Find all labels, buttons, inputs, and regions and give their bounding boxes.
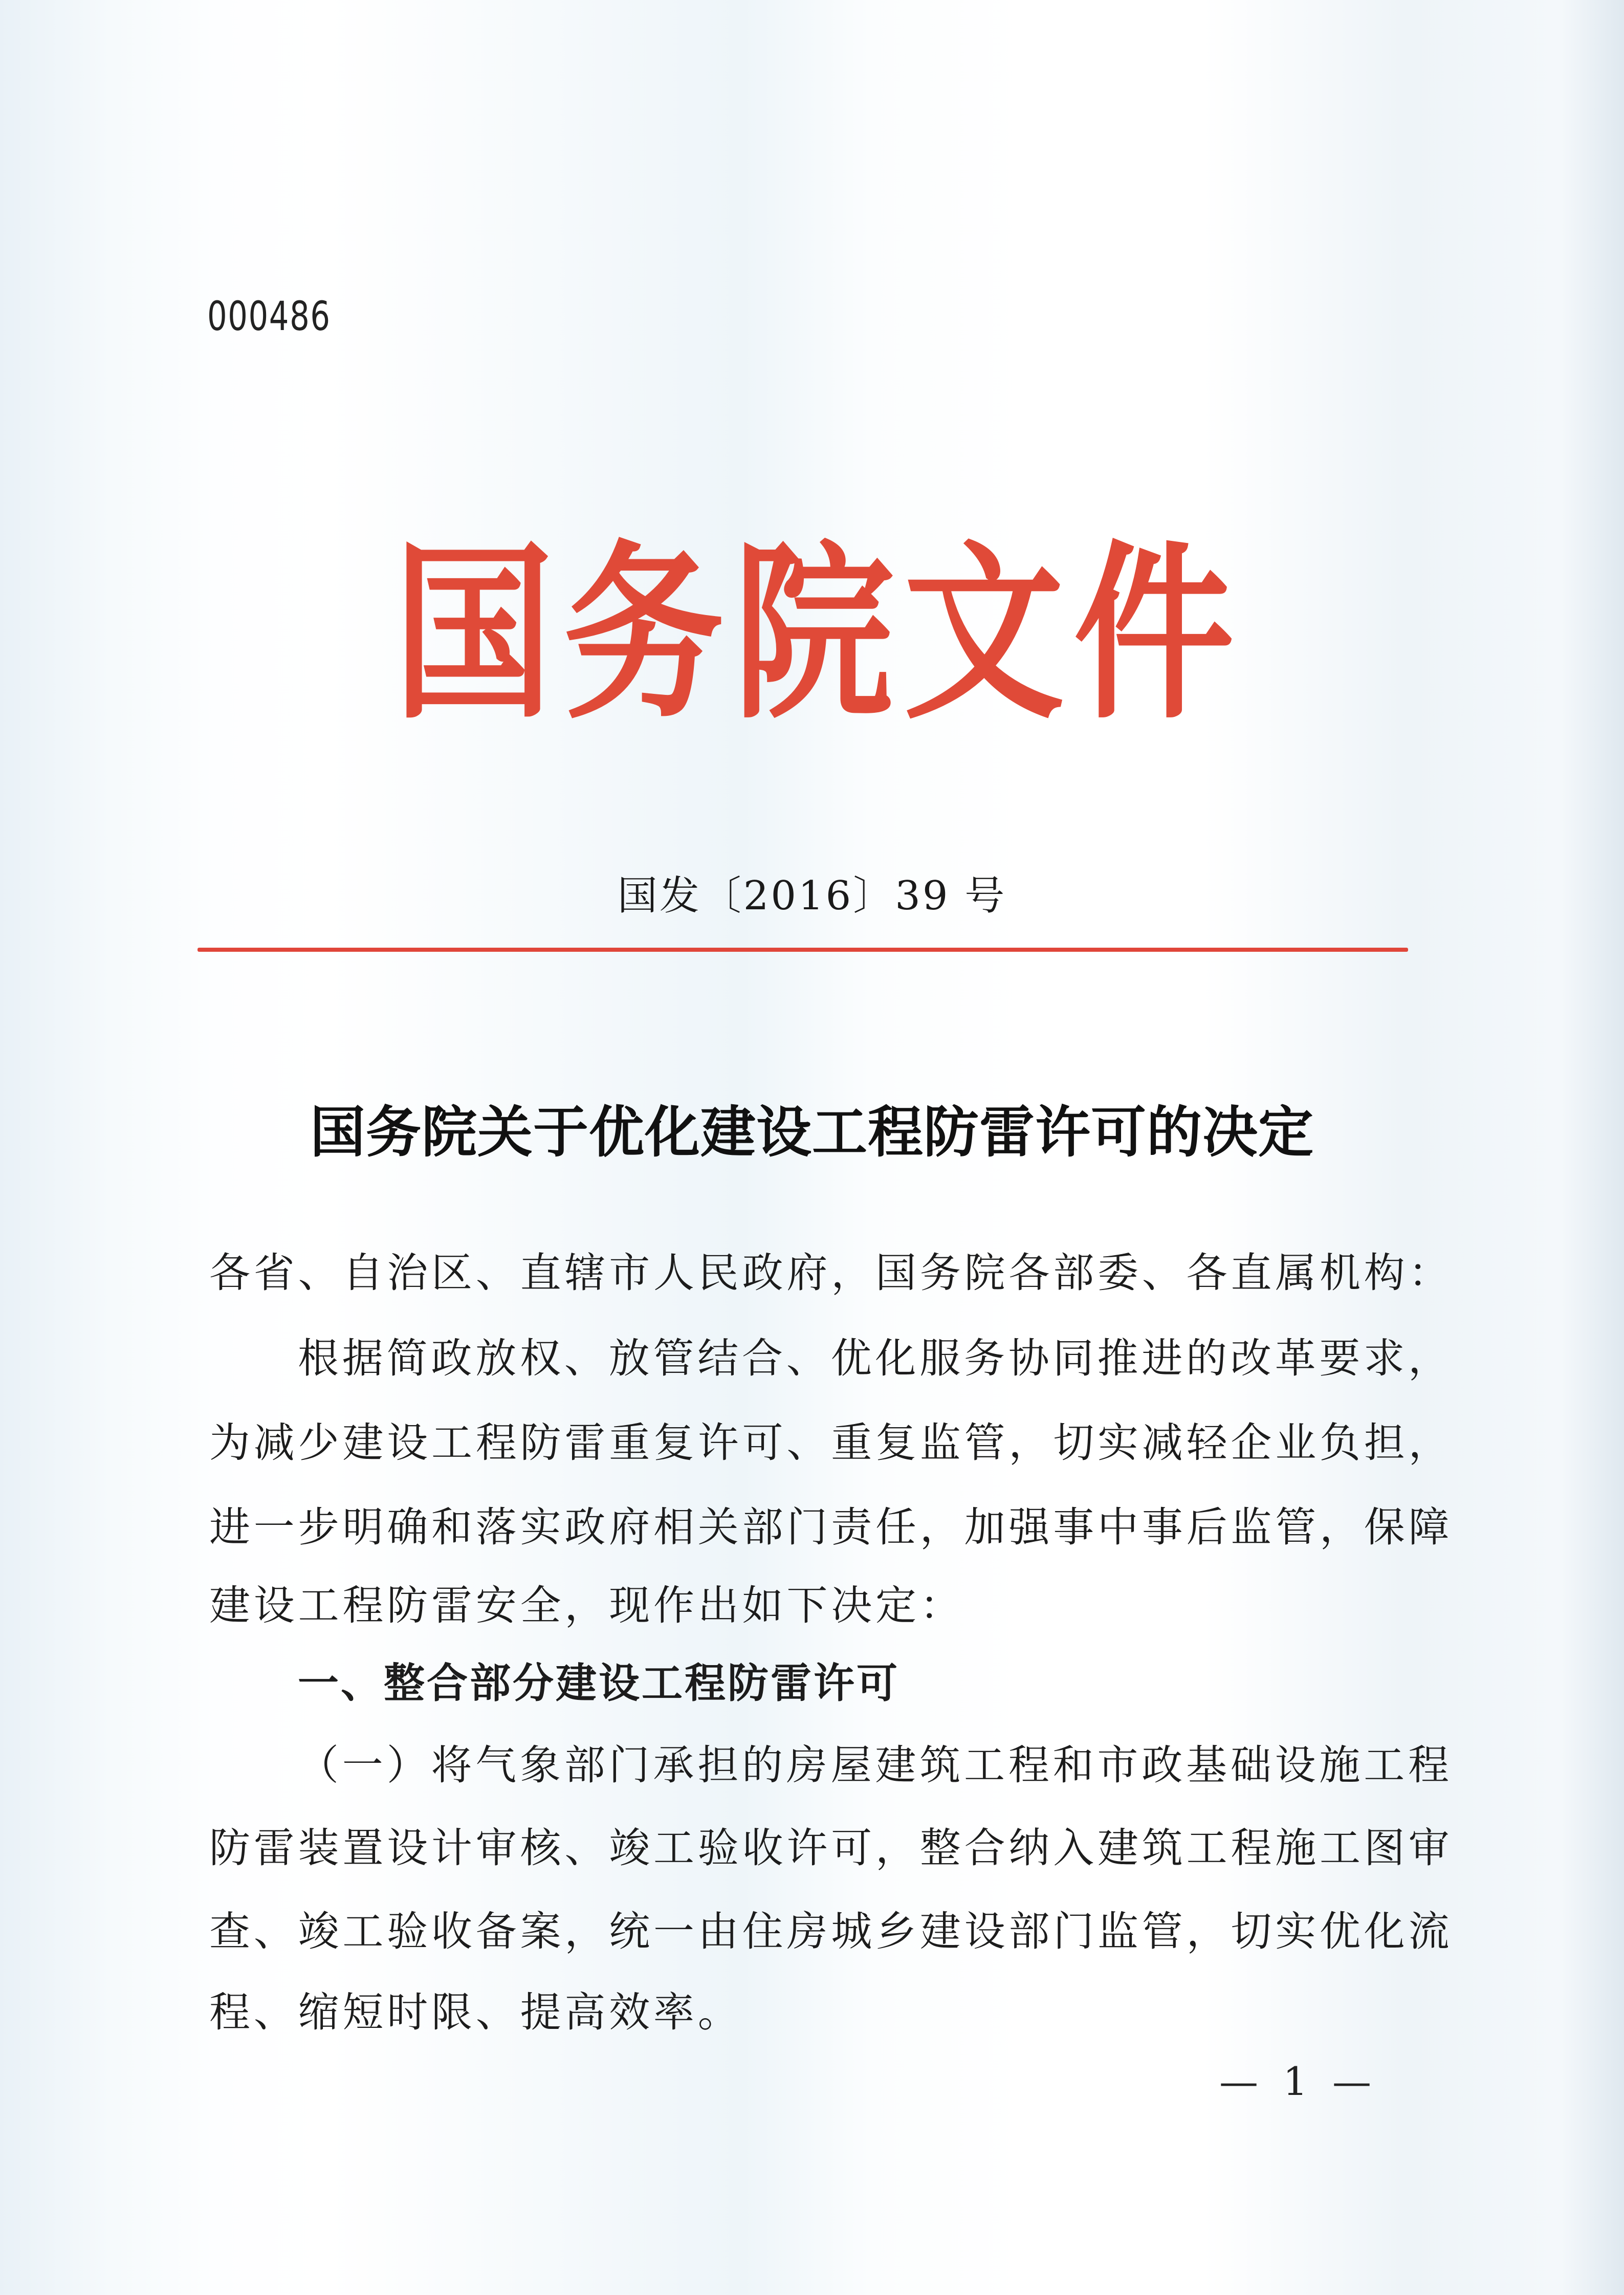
document-number: 国发〔2016〕39 号 (617, 873, 1007, 919)
masthead-char: 件 (1073, 524, 1234, 745)
masthead-char: 务 (563, 524, 724, 745)
red-separator-rule (197, 948, 1408, 952)
page-number: — 1 — (1219, 2059, 1371, 2104)
masthead-char: 院 (733, 524, 894, 745)
masthead-char: 文 (903, 524, 1064, 745)
red-masthead (389, 524, 1238, 745)
preamble-line: 建设工程防雷安全，现作出如下决定： (209, 1582, 964, 1629)
document-title: 国务院关于优化建设工程防雷许可的决定 (310, 1101, 1314, 1165)
masthead-char: 国 (393, 524, 554, 745)
addressee-line: 各省、自治区、直辖市人民政府，国务院各部委、各直属机构： (209, 1249, 1453, 1297)
section-item-line: 程、缩短时限、提高效率。 (209, 1988, 742, 2036)
preamble-line: 进一步明确和落实政府相关部门责任，加强事中事后监管，保障 (209, 1503, 1453, 1551)
document-serial-number: 000486 (207, 294, 331, 340)
preamble-line: 为减少建设工程防雷重复许可、重复监管，切实减轻企业负担， (209, 1419, 1453, 1467)
section-item-line: 防雷装置设计审核、竣工验收许可，整合纳入建筑工程施工图审 (209, 1824, 1453, 1872)
section-item-line: 查、竣工验收备案，统一由住房城乡建设部门监管，切实优化流 (209, 1908, 1453, 1955)
preamble-line: 根据简政放权、放管结合、优化服务协同推进的改革要求， (298, 1335, 1453, 1382)
section-item-line: （一）将气象部门承担的房屋建筑工程和市政基础设施工程 (298, 1741, 1453, 1789)
section-heading: 一、整合部分建设工程防雷许可 (298, 1659, 899, 1707)
